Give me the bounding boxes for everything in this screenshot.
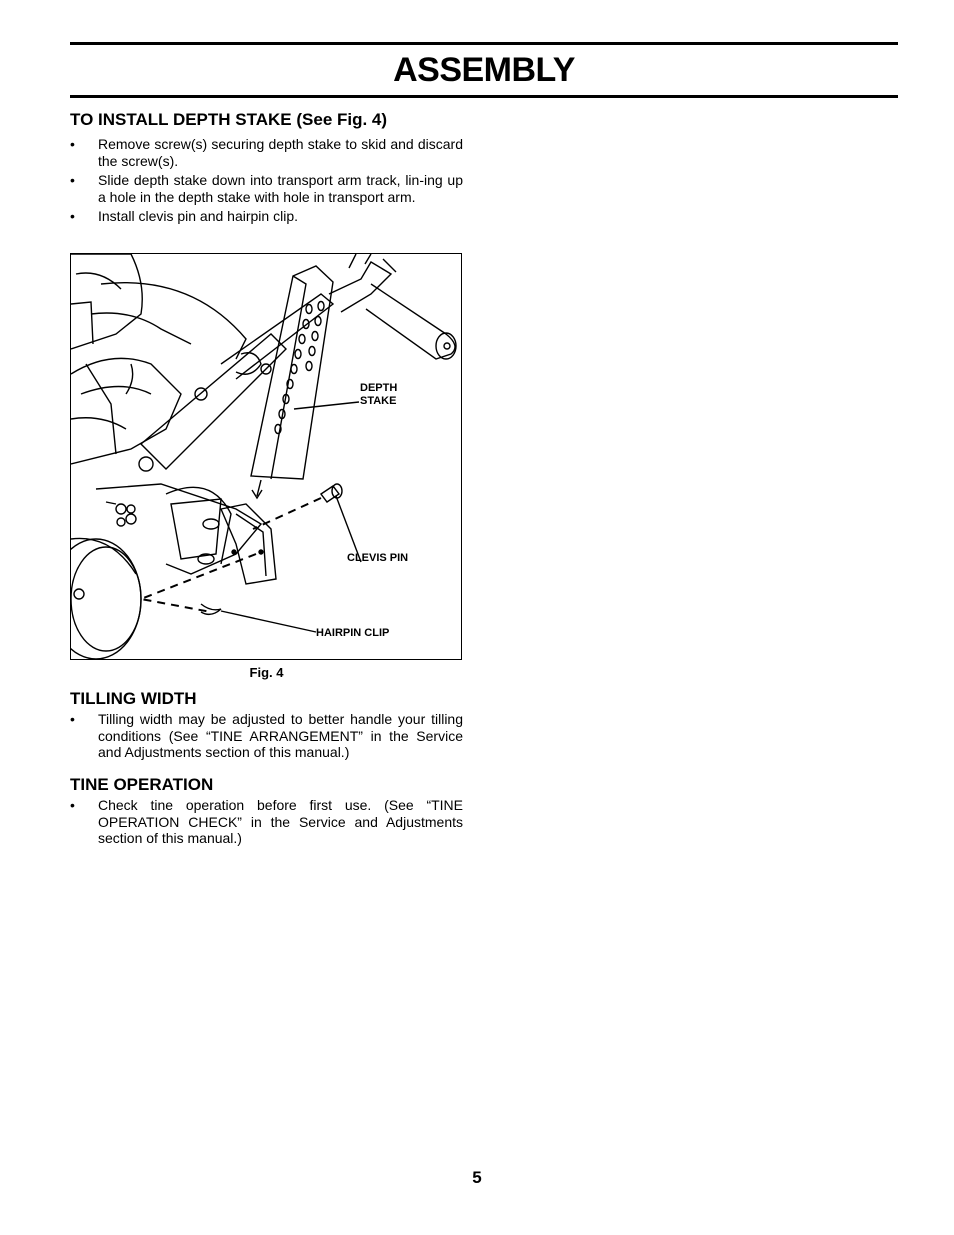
- list-item: • Remove screw(s) securing depth stake to skid and discard the screw(s).: [70, 136, 463, 169]
- label-depth-stake-line2: STAKE: [360, 395, 397, 407]
- page-title: ASSEMBLY: [393, 51, 575, 89]
- bullet-list-tine-operation: [70, 797, 463, 847]
- label-clevis-pin: CLEVIS PIN: [347, 552, 409, 564]
- section-depth-stake: [70, 110, 463, 228]
- section-tilling-width: [70, 689, 463, 764]
- header-rule-bottom: [70, 95, 898, 98]
- header-rule-top: [70, 42, 898, 45]
- list-item: • Check tine operation before first use. (See “TINE OPERATION CHECK” in the Service and Adjustments section of this manual.): [70, 797, 463, 847]
- list-item: • Tilling width may be adjusted to better handle your tilling conditions (See “TINE ARRANGEMENT” in the Service and Adjustments section of this manual.): [70, 711, 463, 761]
- label-depth-stake-line1: DEPTH: [360, 382, 398, 394]
- list-item: • Slide depth stake down into transport arm track, lin-ing up a hole in the depth stake with hole in transport arm.: [70, 172, 463, 205]
- page-number: 5: [472, 1168, 482, 1187]
- list-item: • Install clevis pin and hairpin clip.: [70, 208, 463, 225]
- section-heading-depth-stake: TO INSTALL DEPTH STAKE (See Fig. 4): [70, 110, 388, 129]
- figure-caption: Fig. 4: [249, 665, 284, 680]
- label-hairpin-clip: HAIRPIN CLIP: [316, 627, 390, 639]
- section-tine-operation: [70, 775, 463, 850]
- figure-4-illustration: [70, 253, 462, 660]
- label-depth-stake: [360, 382, 397, 408]
- section-heading-tilling-width: TILLING WIDTH: [70, 689, 197, 708]
- bullet-list-depth-stake: [70, 136, 463, 225]
- section-heading-tine-operation: TINE OPERATION: [70, 775, 214, 794]
- tiller-illustration: [71, 254, 462, 660]
- bullet-list-tilling-width: [70, 711, 463, 761]
